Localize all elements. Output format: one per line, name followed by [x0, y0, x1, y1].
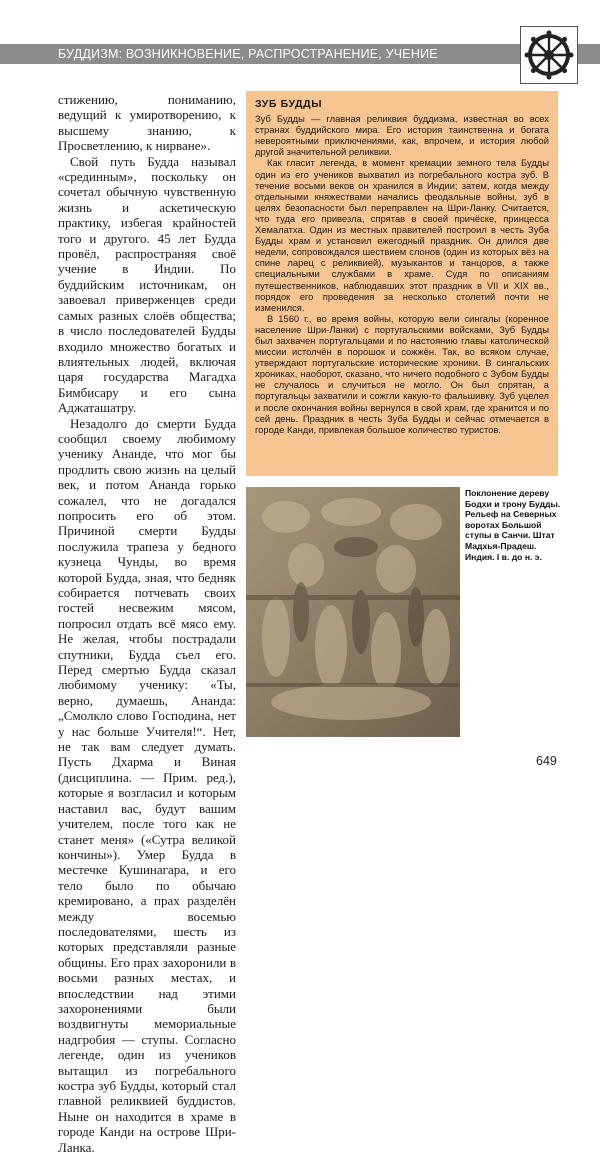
dharma-wheel-icon — [520, 26, 578, 84]
running-title: БУДДИЗМ: ВОЗНИКНОВЕНИЕ, РАСПРОСТРАНЕНИЕ, УЧЕНИЕ — [58, 47, 438, 61]
page-header — [0, 26, 600, 84]
body-paragraph: Свой путь Будда называл «срединным», поскольку он сочетал обычную чувственную жизнь и аскетическую практику, избегая крайностей того и другого. 45 лет Будда провёл, распространяя своё учение в Индии. По буддийским источникам, он завоевал приверженцев среди самых разных слоёв общества; в число последователей Будды входило множество богатых и влиятельных людей, включая царя государства Магадха Бимбисару и его сына Аджаташатру. — [58, 153, 236, 416]
body-paragraph: стижению, пониманию, ведущий к умиротворению, к высшему знанию, к Просветлению, к нирване». — [58, 92, 236, 154]
body-paragraph: Незадолго до смерти Будда сообщил своему любимому ученику Ананде, что мог бы продлить свою жизнь на целый век, и потом Ананда горько сожалел, что не догадался попросить его об этом. Причиной смерти Будды послужила трапеза у бедного кузнеца Чунды, во время которой Будда, зная, что бедняк собирается потчевать своих гостей несвежим мясом, попросил отдать всё мясо ему. Не желая, чтобы пострадали спутники, Будда съел его. Перед смертью Будда сказал любимому ученику: «Ты, верно, думаешь, Ананда: „Смолкло слово Господина, нет у нас больше Учителя!“. Нет, не так вам следует думать. Пусть Дхарма и Виная (дисциплина. — Прим. ред.), которые я возгласил и которым наставил вас, будут вашим учителем, после того как не станет меня» («Сутра великой кончины»). Умер Будда в местечке Кушинагара, и его тело было по обычаю кремировано, а прах разделён между восемью последователями, шесть из которых представляли разные общины. Его прах захоронили в восьми разных местах, и впоследствии над этими захоронениями были воздвигнуты мемориальные надгробия — ступы. Согласно легенде, один из учеников вытащил из погребального костра зуб Будды, который стал главной реликвией буддистов. Ныне он находится в храме в городе Канди на острове Шри-Ланка. — [58, 415, 236, 1155]
relief-photo — [246, 487, 460, 737]
sidebar-paragraph: В 1560 г., во время войны, которую вели сингалы (коренное население Шри-Ланки) с португальскими войсками, Зуб Будды был захвачен португальцами и по настоянию главы католической миссии истолчён в порошок и сожжён. Так, во всяком случае, утверждают португальские исторические хроники. В сингальских хрониках, наоборот, сказано, что ничего подобного с Зубом Будды не случалось и случиться не могло. Он был спрятан, а португальцы захватили и сожгли какую-то фальшивку. Зуб уцелел и после окончания войны вернулся в свой храм, где хранится и по сей день. Праздник в честь Зуба Будды и сейчас отмечается в городе Канди, привлекая большое количество туристов. — [255, 312, 549, 435]
sidebar-paragraph: Зуб Будды — главная реликвия буддизма, известная во всех странах буддийского мира. Его история таинственна и богата невероятными приключениями, как, впрочем, и история любой другой значительной реликвии. — [255, 113, 549, 158]
sidebar-paragraph: Как гласит легенда, в момент кремации земного тела Будды один из его учеников выхватил из погребального костра зуб. В течение восьми веков он хранился в Индии; затем, когда между отдельными княжествами начались феодальные войны, зуб в целях безопасности был переправлен на Шри-Ланку. Считается, что туда его привезла, спрятав в своей причёске, принцесса Хемалатха. Один из местных правителей построил в честь Зуба Будды храм и установил ежегодный праздник. Он длился две недели, сопровождался шествием слонов (один из которых вёз на спине ларец с реликвией), музыкантов и танцоров, а также специальными службами в храме. Судя по описаниям путешественников, наблюдавших этот праздник в VII и XIX вв., порядок его проведения за несколько столетий почти не изменился. — [255, 157, 549, 313]
main-text-column — [58, 92, 236, 1155]
sidebar-box — [246, 91, 558, 476]
figure-caption: Поклонение дереву Бодхи и трону Будды. Рельеф на Северных воротах Большой ступы в Санчи. Штат Мадхья-Прадеш. Индия. I в. до н. э. — [465, 488, 561, 562]
sidebar-title: ЗУБ БУДДЫ — [255, 98, 323, 110]
page-number: 649 — [536, 754, 557, 768]
